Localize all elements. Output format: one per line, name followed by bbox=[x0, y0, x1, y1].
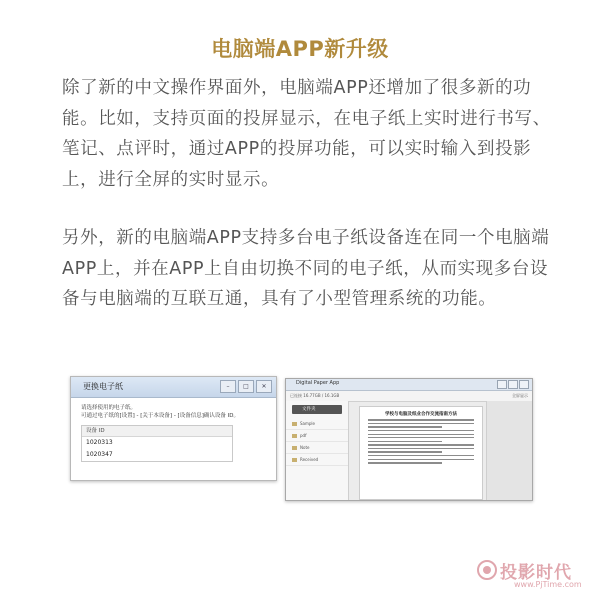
folder-icon bbox=[292, 422, 297, 426]
sidebar-item-label: Note bbox=[300, 445, 310, 450]
watermark-name: 投影时代 bbox=[500, 563, 572, 583]
switch-device-dialog-screenshot bbox=[70, 376, 277, 481]
app-title: Digital Paper App bbox=[296, 380, 340, 386]
folder-icon bbox=[292, 458, 297, 462]
text-line bbox=[368, 462, 442, 463]
dialog-titlebar bbox=[71, 377, 276, 398]
close-icon[interactable]: ✕ bbox=[256, 380, 272, 393]
window-controls bbox=[220, 380, 272, 393]
dialog-instruction-2: 可通过电子纸的[设置] - [关于本设备] - [设备信息]确认设备 ID。 bbox=[81, 413, 239, 419]
paragraph-intro: 除了新的中文操作界面外，电脑端APP还增加了很多新的功能。比如，支持页面的投屏显示，在电子纸上实时进行书写、笔记、点评时，通过APP的投屏功能，可以实时输入到投影上，进行全屏的实时显示。 bbox=[62, 78, 551, 190]
document-title: 学校与电脑及纸业合作交流指南方法 bbox=[385, 412, 457, 417]
sidebar-item-label: Sample bbox=[300, 421, 315, 426]
digital-paper-app-screenshot bbox=[285, 378, 533, 501]
dialog-body bbox=[71, 398, 276, 468]
app-window-controls bbox=[497, 380, 529, 389]
folder-icon bbox=[292, 446, 297, 450]
text-line bbox=[368, 451, 442, 452]
sidebar-item[interactable] bbox=[286, 418, 348, 430]
watermark bbox=[474, 555, 592, 597]
text-line bbox=[368, 434, 474, 435]
sidebar-item-label: pdf bbox=[300, 433, 307, 438]
document-preview[interactable] bbox=[359, 406, 483, 500]
close-icon[interactable] bbox=[519, 380, 529, 389]
watermark-url: www.PjTime.com bbox=[514, 580, 582, 589]
text-line bbox=[368, 444, 474, 445]
sidebar-item[interactable] bbox=[286, 442, 348, 454]
minimize-icon[interactable]: – bbox=[220, 380, 236, 393]
folder-icon bbox=[292, 434, 297, 438]
fullscreen-button[interactable]: 全屏显示 bbox=[512, 393, 528, 398]
text-line bbox=[368, 426, 442, 427]
device-row[interactable]: 1020347 bbox=[86, 451, 113, 458]
connection-status: 已连接 16.77GB / 16.1GB bbox=[290, 393, 340, 398]
text-line bbox=[368, 437, 474, 438]
minimize-icon[interactable] bbox=[497, 380, 507, 389]
maximize-icon[interactable]: □ bbox=[238, 380, 254, 393]
device-row[interactable]: 1020313 bbox=[86, 439, 113, 446]
sidebar-item[interactable] bbox=[286, 430, 348, 442]
app-sidebar bbox=[286, 401, 349, 500]
device-id-header: 设备 ID bbox=[82, 426, 232, 437]
dialog-instruction-1: 请选择使用的电子纸。 bbox=[81, 405, 137, 411]
text-line bbox=[368, 441, 442, 442]
text-line bbox=[368, 430, 474, 431]
sidebar-item[interactable] bbox=[286, 454, 348, 466]
app-titlebar bbox=[286, 379, 532, 391]
dialog-title: 更换电子纸 bbox=[83, 382, 123, 391]
text-line bbox=[368, 419, 474, 420]
text-line bbox=[368, 459, 474, 460]
device-table bbox=[81, 425, 233, 462]
text-line bbox=[368, 423, 474, 424]
app-right-panel bbox=[486, 401, 532, 500]
text-line bbox=[368, 448, 474, 449]
maximize-icon[interactable] bbox=[508, 380, 518, 389]
watermark-logo-icon bbox=[476, 559, 498, 581]
sidebar-item-label: Received bbox=[300, 457, 319, 462]
folder-button[interactable]: 文件夹 bbox=[292, 405, 342, 414]
page-heading: 电脑端APP新升级 bbox=[211, 37, 389, 61]
paragraph-multi-device: 另外，新的电脑端APP支持多台电子纸设备连在同一个电脑端APP上，并在APP上自由切换不同的电子纸，从而实现多台设备与电脑端的互联互通，具有了小型管理系统的功能。 bbox=[62, 228, 550, 309]
text-line bbox=[368, 455, 474, 456]
